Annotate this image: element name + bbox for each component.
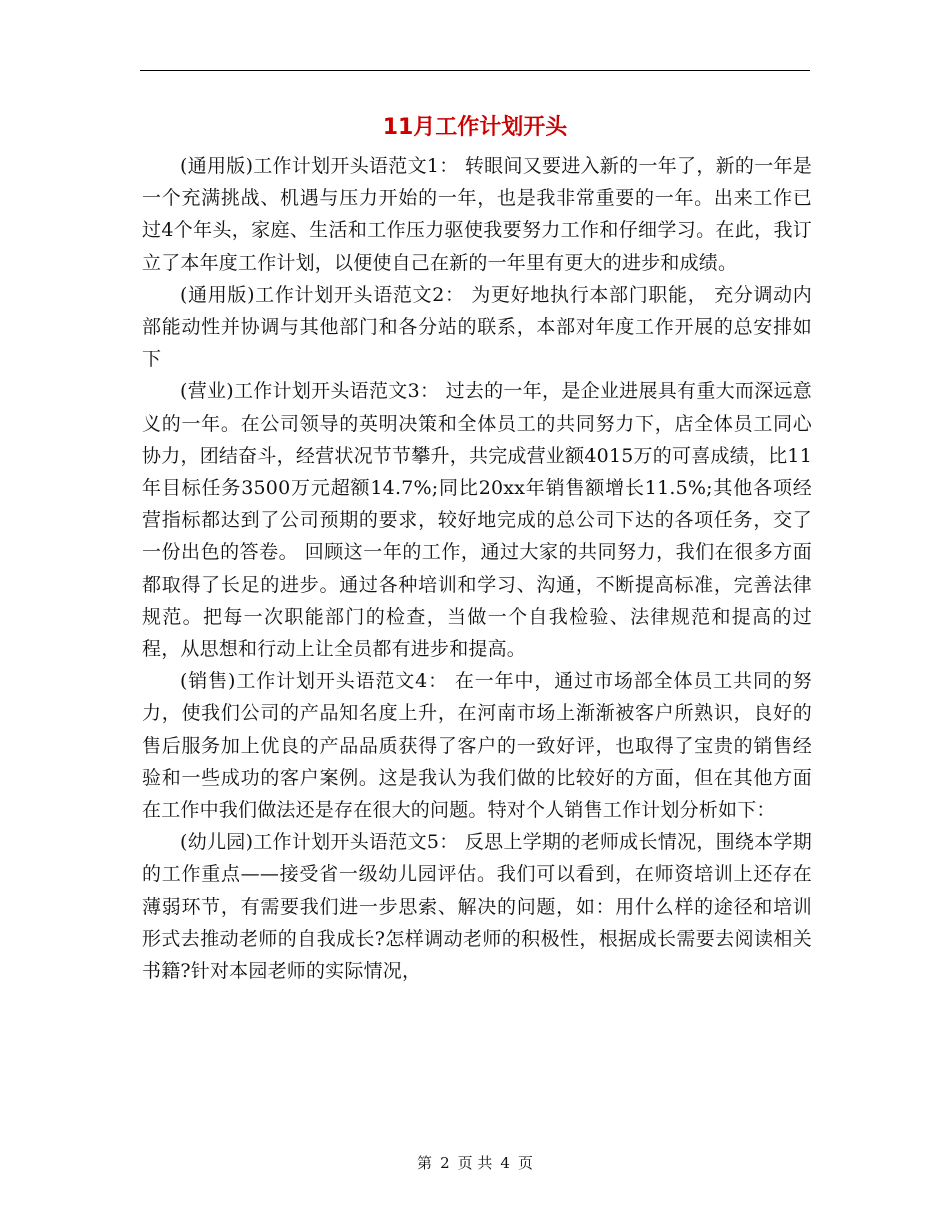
paragraph-4: (销售)工作计划开头语范文4： 在一年中，通过市场部全体员工共同的努力，使我们公司的产品知名度上升，在河南市场上渐渐被客户所熟识，良好的售后服务加上优良的产品品质获得了客户的一致好评，也取得了宝贵的销售经验和一些成功的客户案例。这是我认为我们做的比较好的方面，但在其他方面在工作中我们做法还是存在很大的问题。特对个人销售工作计划分析如下： xyxy=(142,670,812,822)
footer-prefix: 第 xyxy=(417,1154,433,1172)
footer-middle: 页 共 xyxy=(457,1154,493,1172)
footer-suffix: 页 xyxy=(517,1154,533,1172)
document-body xyxy=(142,150,812,987)
page-footer xyxy=(0,1152,950,1174)
paragraph-5: (幼儿园)工作计划开头语范文5： 反思上学期的老师成长情况，围绕本学期的工作重点——接受省一级幼儿园评估。我们可以看到，在师资培训上还存在薄弱环节，有需要我们进一步思索、解决的问题，如：用什么样的途径和培训形式去推动老师的自我成长?怎样调动老师的积极性，根据成长需要去阅读相关书籍?针对本园老师的实际情况， xyxy=(142,831,812,983)
footer-total-pages: 4 xyxy=(500,1154,510,1172)
paragraph-2: (通用版)工作计划开头语范文2： 为更好地执行本部门职能， 充分调动内部能动性并协调与其他部门和各分站的联系，本部对年度工作开展的总安排如下 xyxy=(142,283,812,371)
paragraph-1: (通用版)工作计划开头语范文1： 转眼间又要进入新的一年了，新的一年是一个充满挑战、机遇与压力开始的一年，也是我非常重要的一年。出来工作已过4个年头，家庭、生活和工作压力驱使我要努力工作和仔细学习。在此，我订立了本年度工作计划，以便使自己在新的一年里有更大的进步和成绩。 xyxy=(142,155,812,274)
paragraph-3: (营业)工作计划开头语范文3： 过去的一年，是企业进展具有重大而深远意义的一年。在公司领导的英明决策和全体员工的共同努力下，店全体员工同心协力，团结奋斗，经营状况节节攀升，共完成营业额4015万的可喜成绩，比11年目标任务3500万元超额14.7%;同比20xx年销售额增长11.5%;其他各项经营指标都达到了公司预期的要求，较好地完成的总公司下达的各项任务，交了一份出色的答卷。 回顾这一年的工作，通过大家的共同努力，我们在很多方面都取得了长足的进步。通过各种培训和学习、沟通，不断提高标准，完善法律规范。把每一次职能部门的检查，当做一个自我检验、法律规范和提高的过程，从思想和行动上让全员都有进步和提高。 xyxy=(142,380,812,661)
header-rule xyxy=(140,70,810,71)
document-title: 11月工作计划开头 xyxy=(382,115,568,140)
footer-page-number: 2 xyxy=(440,1154,450,1172)
